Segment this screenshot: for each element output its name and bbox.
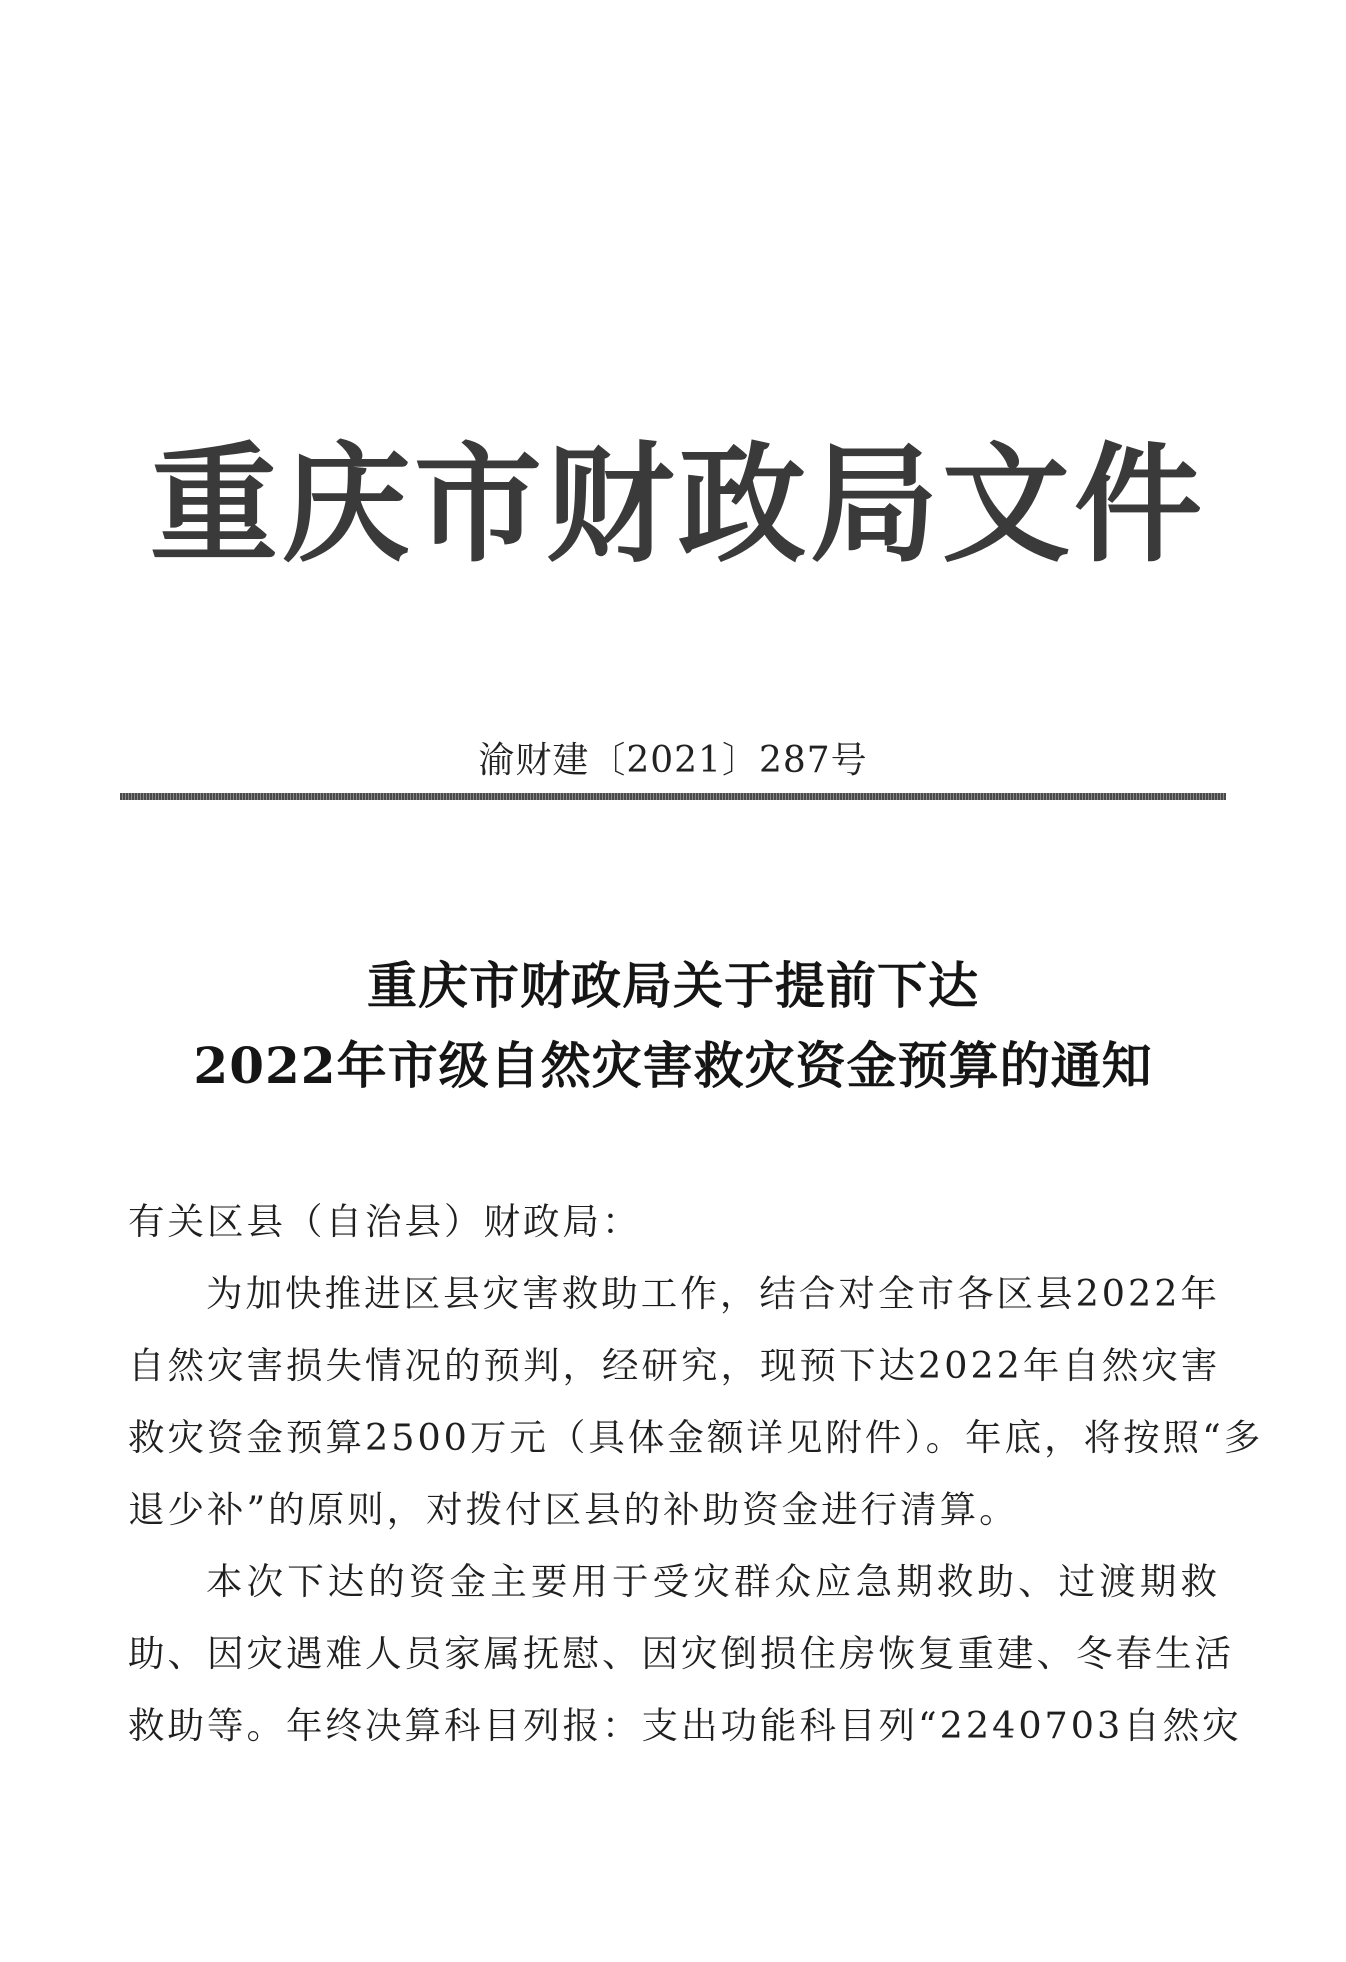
salutation: 有关区县（自治县）财政局： bbox=[128, 1200, 642, 1243]
org-header-title: 重庆市财政局文件 bbox=[150, 430, 1207, 580]
document-number: 渝财建〔2021〕287号 bbox=[478, 740, 868, 781]
document-title-line-1: 重庆市财政局关于提前下达 bbox=[367, 956, 979, 1015]
document-body bbox=[128, 1186, 1264, 1762]
paragraph-2-line-1: 本次下达的资金主要用于受灾群众应急期救助、过渡期救 bbox=[206, 1560, 1220, 1603]
paragraph-2-line-3: 救助等。年终决算科目列报：支出功能科目列“2240703自然灾 bbox=[128, 1704, 1242, 1747]
paragraph-1-line-4: 退少补”的原则，对拨付区县的补助资金进行清算。 bbox=[128, 1488, 1019, 1531]
paragraph-2-line-2: 助、因灾遇难人员家属抚慰、因灾倒损住房恢复重建、冬春生活 bbox=[128, 1632, 1234, 1675]
paragraph-1-line-3: 救灾资金预算2500万元（具体金额详见附件）。年底，将按照“多 bbox=[128, 1416, 1264, 1459]
document-title bbox=[0, 946, 1346, 1106]
header-divider bbox=[120, 793, 1226, 800]
paragraph-1-line-2: 自然灾害损失情况的预判，经研究，现预下达2022年自然灾害 bbox=[128, 1344, 1221, 1387]
paragraph-1-line-1: 为加快推进区县灾害救助工作，结合对全市各区县2022年 bbox=[206, 1272, 1220, 1315]
document-title-line-2: 2022年市级自然灾害救灾资金预算的通知 bbox=[193, 1036, 1153, 1095]
